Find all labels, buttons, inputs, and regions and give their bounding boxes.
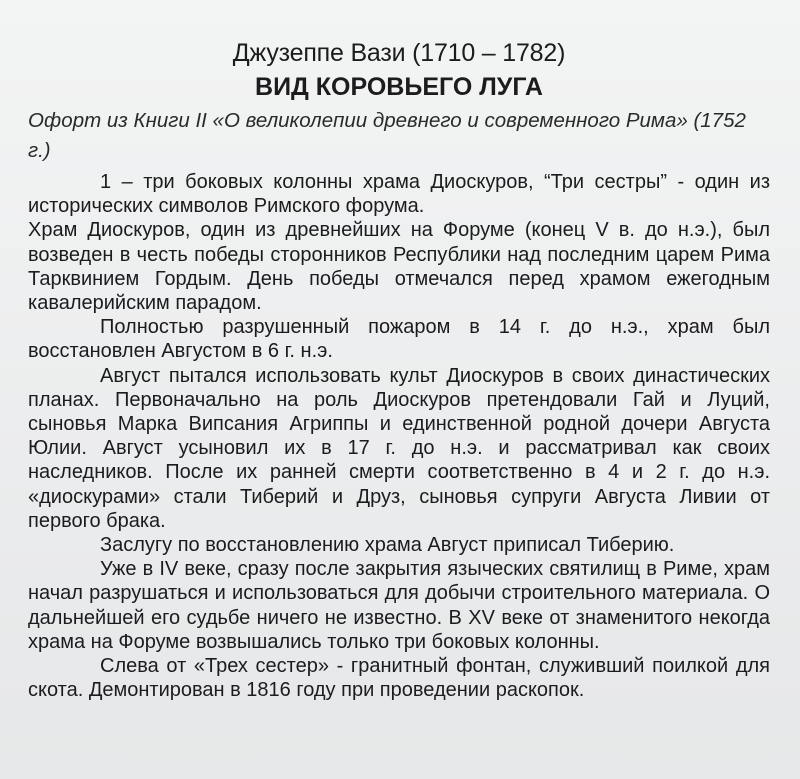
paragraph-decline: Уже в IV веке, сразу после закрытия языческих святилищ в Риме, храм начал разрушаться и использоваться для добычи строительного материала. О дальнейшей его судьбе ничего не известно. В XV веке от знаменитого некогда храма на Форуме возвышались только три боковых колонны. <box>28 558 770 653</box>
paragraph-fountain: Слева от «Трех сестер» - гранитный фонтан, служивший поилкой для скота. Демонтирован в 1816 году при проведении раскопок. <box>28 655 770 702</box>
artwork-title: ВИД КОРОВЬЕГО ЛУГА <box>255 73 543 101</box>
paragraph-temple-history: Храм Диоскуров, один из древнейших на Форуме (конец V в. до н.э.), был возведен в честь победы сторонников Республики над последним царем Рима Тарквинием Гордым. День победы отмечался перед храмом ежегодным кавалерийским парадом. <box>28 219 770 315</box>
artwork-subtitle: Офорт из Книги II «О великолепии древнего и современного Рима» (1752 г.) <box>28 109 746 162</box>
paragraph-columns: 1 – три боковых колонны храма Диоскуров, “Три сестры” - один из исторических символов Римского форума. <box>28 171 770 218</box>
description-text <box>28 170 770 702</box>
author-heading: Джузеппе Вази (1710 – 1782) <box>232 39 566 67</box>
paragraph-tiberius: Заслугу по восстановлению храма Август приписал Тиберию. <box>100 534 675 557</box>
paragraph-augustus-cult: Август пытался использовать культ Диоскуров в своих династических планах. Первоначально на роль Диоскуров претендовали Гай и Луций, сыновья Марка Випсания Агриппы и единственной родной дочери Августа Юлии. Август усыновил их в 17 г. до н.э. и рассматривал как своих наследников. После их ранней смерти соответственно в 4 и 2 г. до н.э. «диоскурами» стали Тиберий и Друз, сыновья супруги Августа Ливии от первого брака. <box>28 364 770 532</box>
paragraph-restoration: Полностью разрушенный пожаром в 14 г. до н.э., храм был восстановлен Августом в 6 г. н.э. <box>28 316 770 363</box>
